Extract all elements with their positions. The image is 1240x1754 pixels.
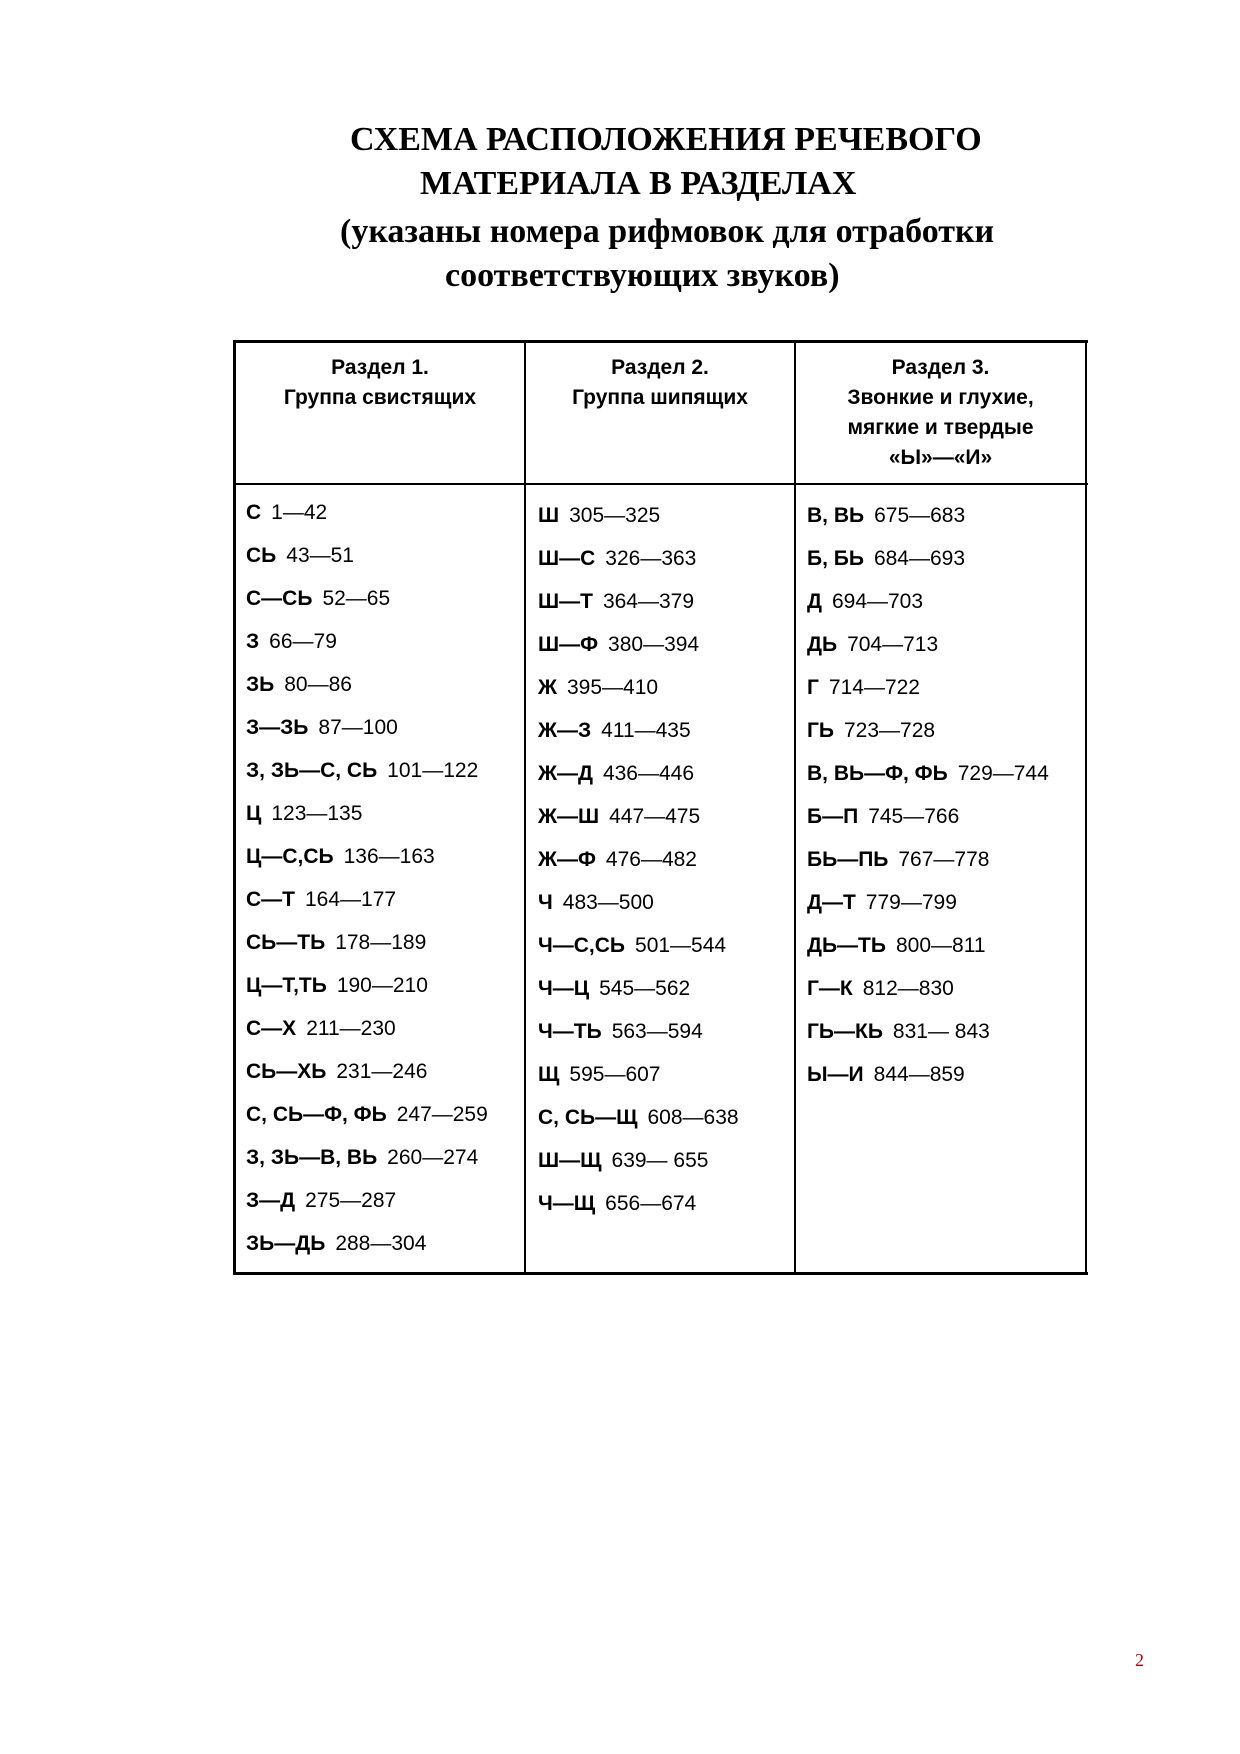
rhyme-range: 275—287: [305, 1189, 397, 1212]
sound-label: ДЬ—ТЬ: [807, 934, 886, 957]
rhyme-range: 812—830: [862, 977, 954, 1000]
list-item: [246, 663, 488, 706]
sound-label: Ч—Ц: [538, 977, 590, 1000]
list-item: [807, 580, 1049, 623]
section-2-subtitle: Группа шипящих: [572, 386, 748, 409]
rhyme-range: 436—446: [602, 762, 695, 785]
sound-label: Ц—С,СЬ: [246, 845, 334, 868]
rhyme-range: 326—363: [605, 547, 697, 570]
rhyme-range: 745—766: [868, 805, 960, 828]
section-1-title: Раздел 1.: [331, 356, 429, 379]
list-item: [807, 1053, 1049, 1096]
header-divider: [236, 483, 1088, 485]
rhyme-range: 595—607: [569, 1063, 661, 1086]
sound-label: Ж—З: [538, 719, 592, 742]
rhyme-range: 675—683: [874, 504, 966, 527]
rhyme-range: 305—325: [569, 504, 661, 527]
list-item: [807, 752, 1049, 795]
section-2-title: Раздел 2.: [611, 356, 709, 379]
rhyme-range: 844—859: [873, 1063, 965, 1086]
section-1-subtitle: Группа свистящих: [283, 386, 477, 409]
list-item: [538, 1010, 739, 1053]
list-item: [246, 1093, 488, 1136]
rhyme-range: 476—482: [605, 848, 697, 871]
title-line-1: СХЕМА РАСПОЛОЖЕНИЯ РЕЧЕВОГО: [350, 121, 982, 158]
rhyme-range: 364—379: [602, 590, 695, 613]
sound-label: Ж—Д: [538, 762, 593, 785]
sound-label: Д: [807, 590, 822, 613]
rhyme-range: 447—475: [609, 805, 701, 828]
sound-label: С, СЬ—Ф, ФЬ: [246, 1103, 387, 1126]
rhyme-range: 52—65: [322, 587, 391, 610]
rhyme-range: 247—259: [396, 1103, 488, 1126]
rhyme-range: 639— 655: [611, 1149, 709, 1172]
rhyme-range: 1—42: [271, 501, 328, 524]
list-item: [246, 921, 488, 964]
section-3-title: Раздел 3.: [891, 356, 990, 379]
sound-label: Ц: [246, 802, 262, 825]
list-item: [538, 537, 739, 580]
sound-label: Ц—Т,ТЬ: [246, 974, 327, 997]
sound-label: ЗЬ—ДЬ: [246, 1232, 326, 1255]
list-item: [246, 577, 488, 620]
list-item: [538, 924, 739, 967]
rhyme-range: 260—274: [387, 1146, 479, 1169]
sound-label: Ш—Щ: [538, 1149, 602, 1172]
list-item: [246, 835, 488, 878]
rhyme-range: 723—728: [844, 719, 936, 742]
sound-label: СЬ—ХЬ: [246, 1060, 327, 1083]
list-item: [807, 924, 1049, 967]
list-item: [246, 1007, 488, 1050]
list-item: [807, 623, 1049, 666]
rhyme-range: 656—674: [605, 1192, 697, 1215]
sound-label: ЗЬ: [246, 673, 275, 696]
rhyme-range: 123—135: [271, 802, 363, 825]
list-item: [807, 666, 1049, 709]
rhyme-range: 694—703: [831, 590, 924, 613]
sound-label: Ш—С: [538, 547, 596, 570]
rhyme-range: 380—394: [608, 633, 700, 656]
rhyme-range: 231—246: [336, 1060, 428, 1083]
list-item: [246, 491, 488, 534]
sound-label: З, ЗЬ—С, СЬ: [246, 759, 378, 782]
list-item: [538, 623, 739, 666]
rhyme-range: 729—744: [957, 762, 1049, 785]
list-item: [246, 1179, 488, 1222]
sound-label: Ш—Ф: [538, 633, 599, 656]
section-1-header: [236, 353, 524, 413]
section-2-header: [526, 353, 794, 413]
list-item: [246, 1050, 488, 1093]
list-item: [538, 1182, 739, 1225]
sound-label: Г—К: [807, 977, 853, 1000]
list-item: [807, 1010, 1049, 1053]
rhyme-range: 608—638: [647, 1106, 739, 1129]
rhyme-range: 767—778: [898, 848, 990, 871]
list-item: [807, 537, 1049, 580]
list-item: [538, 795, 739, 838]
sound-label: ГЬ—КЬ: [807, 1020, 883, 1043]
sound-label: Ж: [538, 676, 557, 699]
rhyme-range: 211—230: [306, 1017, 396, 1040]
rhyme-range: 43—51: [286, 544, 354, 567]
rhyme-range: 136—163: [343, 845, 435, 868]
rhyme-range: 779—799: [865, 891, 957, 914]
rhyme-range: 714—722: [828, 676, 920, 699]
sections-table: [233, 340, 1088, 1275]
list-item: [246, 706, 488, 749]
sound-label: Ч—Щ: [538, 1192, 596, 1215]
sound-label: Ы—И: [807, 1063, 864, 1086]
sound-label: С—Т: [246, 888, 295, 911]
sound-label: З—ЗЬ: [246, 716, 309, 739]
list-item: [246, 749, 488, 792]
rhyme-range: 190—210: [336, 974, 428, 997]
rhyme-range: 87—100: [318, 716, 398, 739]
list-item: [538, 1139, 739, 1182]
list-item: [246, 964, 488, 1007]
list-item: [807, 838, 1049, 881]
list-item: [538, 709, 739, 752]
rhyme-range: 395—410: [566, 676, 659, 699]
list-item: [807, 795, 1049, 838]
list-item: [538, 666, 739, 709]
rhyme-range: 483—500: [562, 891, 654, 914]
sound-label: З—Д: [246, 1189, 296, 1212]
sound-label: В, ВЬ—Ф, ФЬ: [807, 762, 948, 785]
rhyme-range: 704—713: [847, 633, 939, 656]
sound-label: ДЬ: [807, 633, 838, 656]
list-item: [538, 967, 739, 1010]
sound-label: Г: [807, 676, 819, 699]
sound-label: Ш: [538, 504, 560, 527]
rhyme-range: 563—594: [611, 1020, 703, 1043]
rhyme-range: 101—122: [387, 759, 479, 782]
sound-label: С, СЬ—Щ: [538, 1106, 638, 1129]
sound-label: С—СЬ: [246, 587, 313, 610]
sound-label: Б—П: [807, 805, 859, 828]
rhyme-range: 831— 843: [892, 1020, 990, 1043]
list-item: [538, 752, 739, 795]
section-1-list: [246, 491, 488, 1265]
list-item: [246, 792, 488, 835]
list-item: [807, 881, 1049, 924]
title-line-2: МАТЕРИАЛА В РАЗДЕЛАХ: [420, 165, 857, 202]
sound-label: В, ВЬ: [807, 504, 865, 527]
sound-label: Ж—Ф: [538, 848, 596, 871]
title-line-4: соответствующих звуков): [445, 257, 840, 294]
section-3-subtitle-3: «Ы»—«И»: [888, 446, 993, 469]
sound-label: Ч—ТЬ: [538, 1020, 602, 1043]
sound-label: Ш—Т: [538, 590, 593, 613]
sound-label: ГЬ: [807, 719, 834, 742]
page-number: 2: [1135, 1650, 1144, 1670]
section-2-list: [538, 494, 739, 1225]
sound-label: БЬ—ПЬ: [807, 848, 889, 871]
list-item: [246, 878, 488, 921]
rhyme-range: 684—693: [873, 547, 966, 570]
list-item: [807, 709, 1049, 752]
rhyme-range: 545—562: [599, 977, 691, 1000]
sound-label: Щ: [538, 1063, 560, 1086]
sound-label: Ж—Ш: [538, 805, 600, 828]
list-item: [538, 1096, 739, 1139]
rhyme-range: 80—86: [284, 673, 352, 696]
list-item: [538, 580, 739, 623]
list-item: [538, 838, 739, 881]
sound-label: З: [246, 630, 260, 653]
list-item: [246, 534, 488, 577]
list-item: [807, 494, 1049, 537]
sound-label: С: [246, 501, 262, 524]
list-item: [246, 1136, 488, 1179]
list-item: [538, 494, 739, 537]
list-item: [807, 967, 1049, 1010]
sound-label: Ч: [538, 891, 553, 914]
sound-label: СЬ—ТЬ: [246, 931, 326, 954]
rhyme-range: 178—189: [335, 931, 427, 954]
title-line-3: (указаны номера рифмовок для отработки: [340, 213, 995, 250]
rhyme-range: 164—177: [305, 888, 397, 911]
sound-label: С—Х: [246, 1017, 297, 1040]
section-3-header: [796, 353, 1085, 473]
list-item: [246, 1222, 488, 1265]
rhyme-range: 501—544: [635, 934, 727, 957]
rhyme-range: 800—811: [895, 934, 986, 957]
sound-label: Д—Т: [807, 891, 856, 914]
sound-label: Ч—С,СЬ: [538, 934, 626, 957]
sound-label: З, ЗЬ—В, ВЬ: [246, 1146, 378, 1169]
sound-label: СЬ: [246, 544, 277, 567]
section-3-subtitle: Звонкие и глухие,: [847, 386, 1034, 409]
rhyme-range: 66—79: [269, 630, 337, 653]
list-item: [246, 620, 488, 663]
section-3-list: [807, 494, 1049, 1096]
list-item: [538, 881, 739, 924]
rhyme-range: 288—304: [335, 1232, 427, 1255]
list-item: [538, 1053, 739, 1096]
sound-label: Б, БЬ: [807, 547, 864, 570]
section-3-subtitle-2: мягкие и твердые: [847, 416, 1034, 439]
rhyme-range: 411—435: [601, 719, 691, 742]
